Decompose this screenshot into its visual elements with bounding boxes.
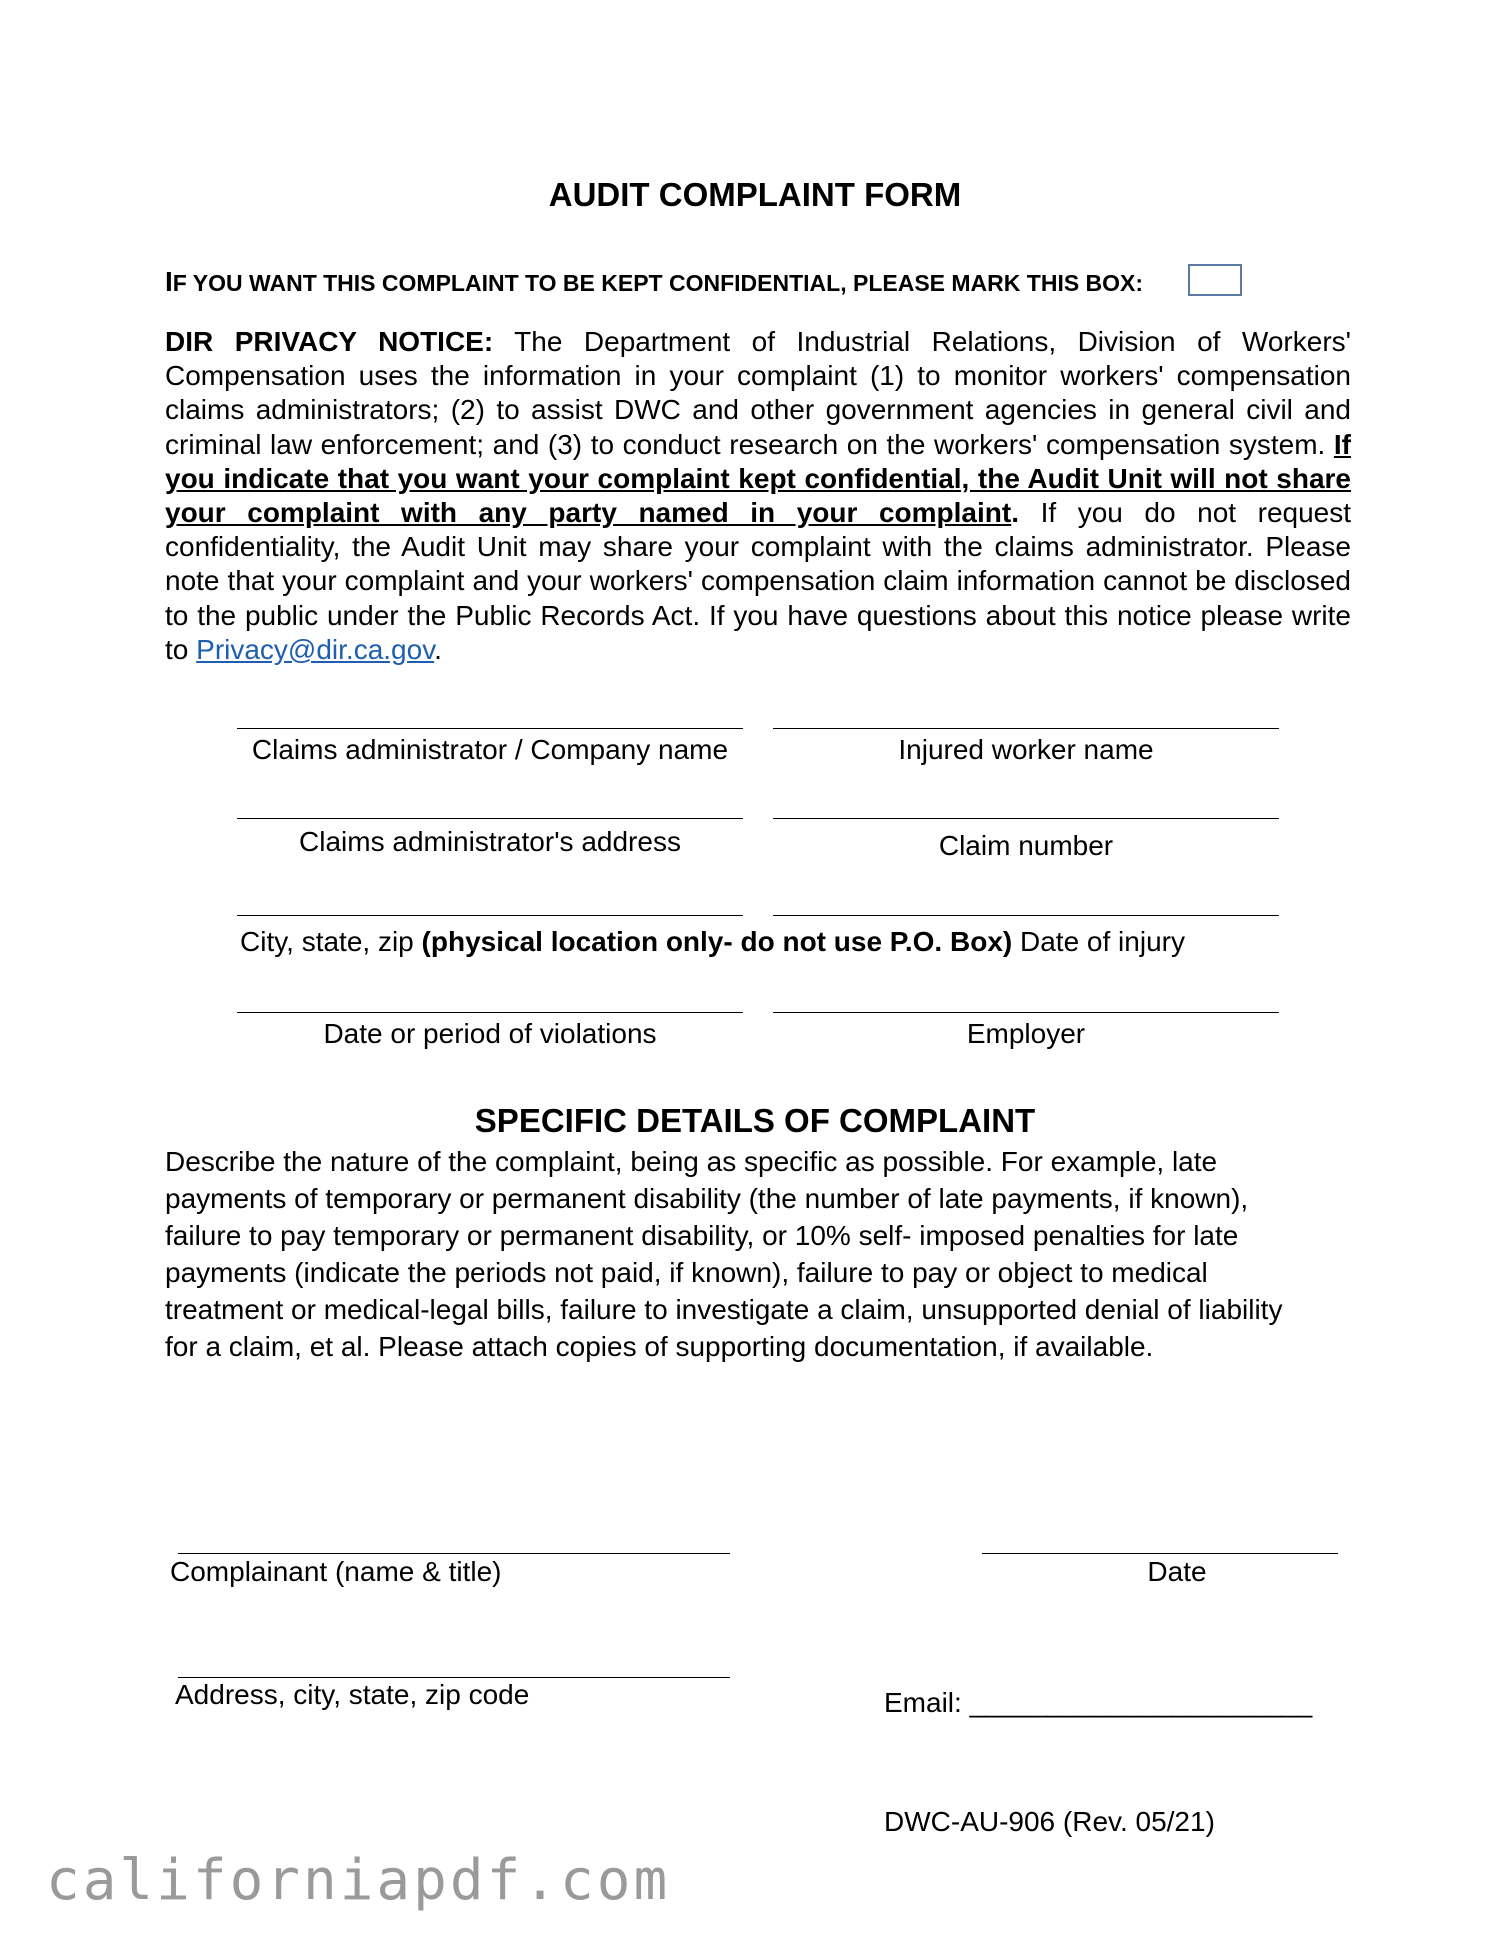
privacy-notice-text-1: The Department of Industrial Relations, Division of Workers' Compensation uses the information in your complaint (1) to monitor workers' compensation claims administrators; (2) to assist DWC and other government agencies in general civil and criminal law enforcement; and (3) to conduct research on the workers' compensation system.: [165, 326, 1351, 460]
date-of-injury-line[interactable]: [773, 915, 1279, 916]
claim-number-line[interactable]: [773, 818, 1279, 819]
date-or-period-label: Date or period of violations: [323, 1018, 657, 1049]
privacy-email-link[interactable]: Privacy@dir.ca.gov: [196, 633, 435, 665]
physical-location-note: (physical location only- do not use P.O. Box): [421, 926, 1013, 957]
complainant-label: Complainant (name & title): [170, 1556, 502, 1587]
complainant-line[interactable]: [178, 1553, 730, 1554]
details-line-1: Describe the nature of the complaint, being as specific as possible. For example, late: [165, 1146, 1218, 1177]
details-heading: SPECIFIC DETAILS OF COMPLAINT: [474, 1102, 1036, 1139]
employer-line[interactable]: [773, 1012, 1279, 1013]
email-field[interactable]: Email: ______________________: [884, 1687, 1313, 1718]
injured-worker-line[interactable]: [773, 728, 1279, 729]
claim-number-label: Claim number: [938, 830, 1114, 861]
address-label: Address, city, state, zip code: [175, 1679, 530, 1710]
privacy-notice-heading: DIR PRIVACY NOTICE:: [165, 326, 494, 357]
form-title: AUDIT COMPLAINT FORM: [548, 176, 962, 213]
claims-admin-address-label: Claims administrator's address: [299, 826, 681, 857]
date-label: Date: [1147, 1556, 1207, 1587]
privacy-notice-text-2: If you do not request confidentiality, the Audit Unit may share your complaint with the claims administrator. Please note that your complaint and your workers' compensation claim information cannot be disclosed to the public under the Public Records Act. If you have questions about this notice please write to: [165, 497, 1352, 665]
address-line[interactable]: [178, 1677, 730, 1678]
injured-worker-label: Injured worker name: [898, 734, 1154, 765]
city-state-zip-label: [240, 926, 1185, 958]
privacy-notice-end: .: [434, 633, 442, 665]
claims-admin-address-line[interactable]: [237, 818, 743, 819]
details-line-4: payments (indicate the periods not paid, if known), failure to pay or object to medical: [165, 1257, 1208, 1288]
date-of-injury-label: Date of injury: [1012, 926, 1185, 957]
employer-label: Employer: [966, 1018, 1086, 1049]
confidential-text: F YOU WANT THIS COMPLAINT TO BE KEPT CONFIDENTIAL, PLEASE MARK THIS BOX:: [172, 270, 1144, 296]
city-state-zip-text: City, state, zip: [240, 926, 422, 957]
date-or-period-line[interactable]: [237, 1012, 743, 1013]
date-line[interactable]: [982, 1553, 1338, 1554]
details-line-2: payments of temporary or permanent disability (the number of late payments, if known),: [165, 1183, 1249, 1214]
privacy-notice: [165, 325, 1351, 667]
city-state-zip-line[interactable]: [237, 915, 743, 916]
confidential-checkbox[interactable]: [1188, 264, 1242, 296]
watermark: californiapdf.com: [46, 1848, 671, 1913]
privacy-notice-period: .: [1011, 497, 1019, 529]
form-number: DWC-AU-906 (Rev. 05/21): [884, 1806, 1215, 1837]
confidential-first-letter: I: [165, 266, 173, 297]
details-line-5: treatment or medical-legal bills, failure to investigate a claim, unsupported denial of liability: [165, 1294, 1283, 1325]
claims-admin-company-line[interactable]: [237, 728, 743, 729]
claims-admin-company-label: Claims administrator / Company name: [251, 734, 729, 765]
privacy-notice-confidential-statement: If you indicate that you want your complaint kept confidential, the Audit Unit will not share your complaint with any party named in your complaint: [165, 428, 1351, 529]
details-instructions: [165, 1143, 1365, 1365]
confidential-prompt: [165, 266, 1143, 298]
details-line-6: for a claim, et al. Please attach copies of supporting documentation, if available.: [165, 1331, 1154, 1362]
details-line-3: failure to pay temporary or permanent disability, or 10% self- imposed penalties for late: [165, 1220, 1239, 1251]
